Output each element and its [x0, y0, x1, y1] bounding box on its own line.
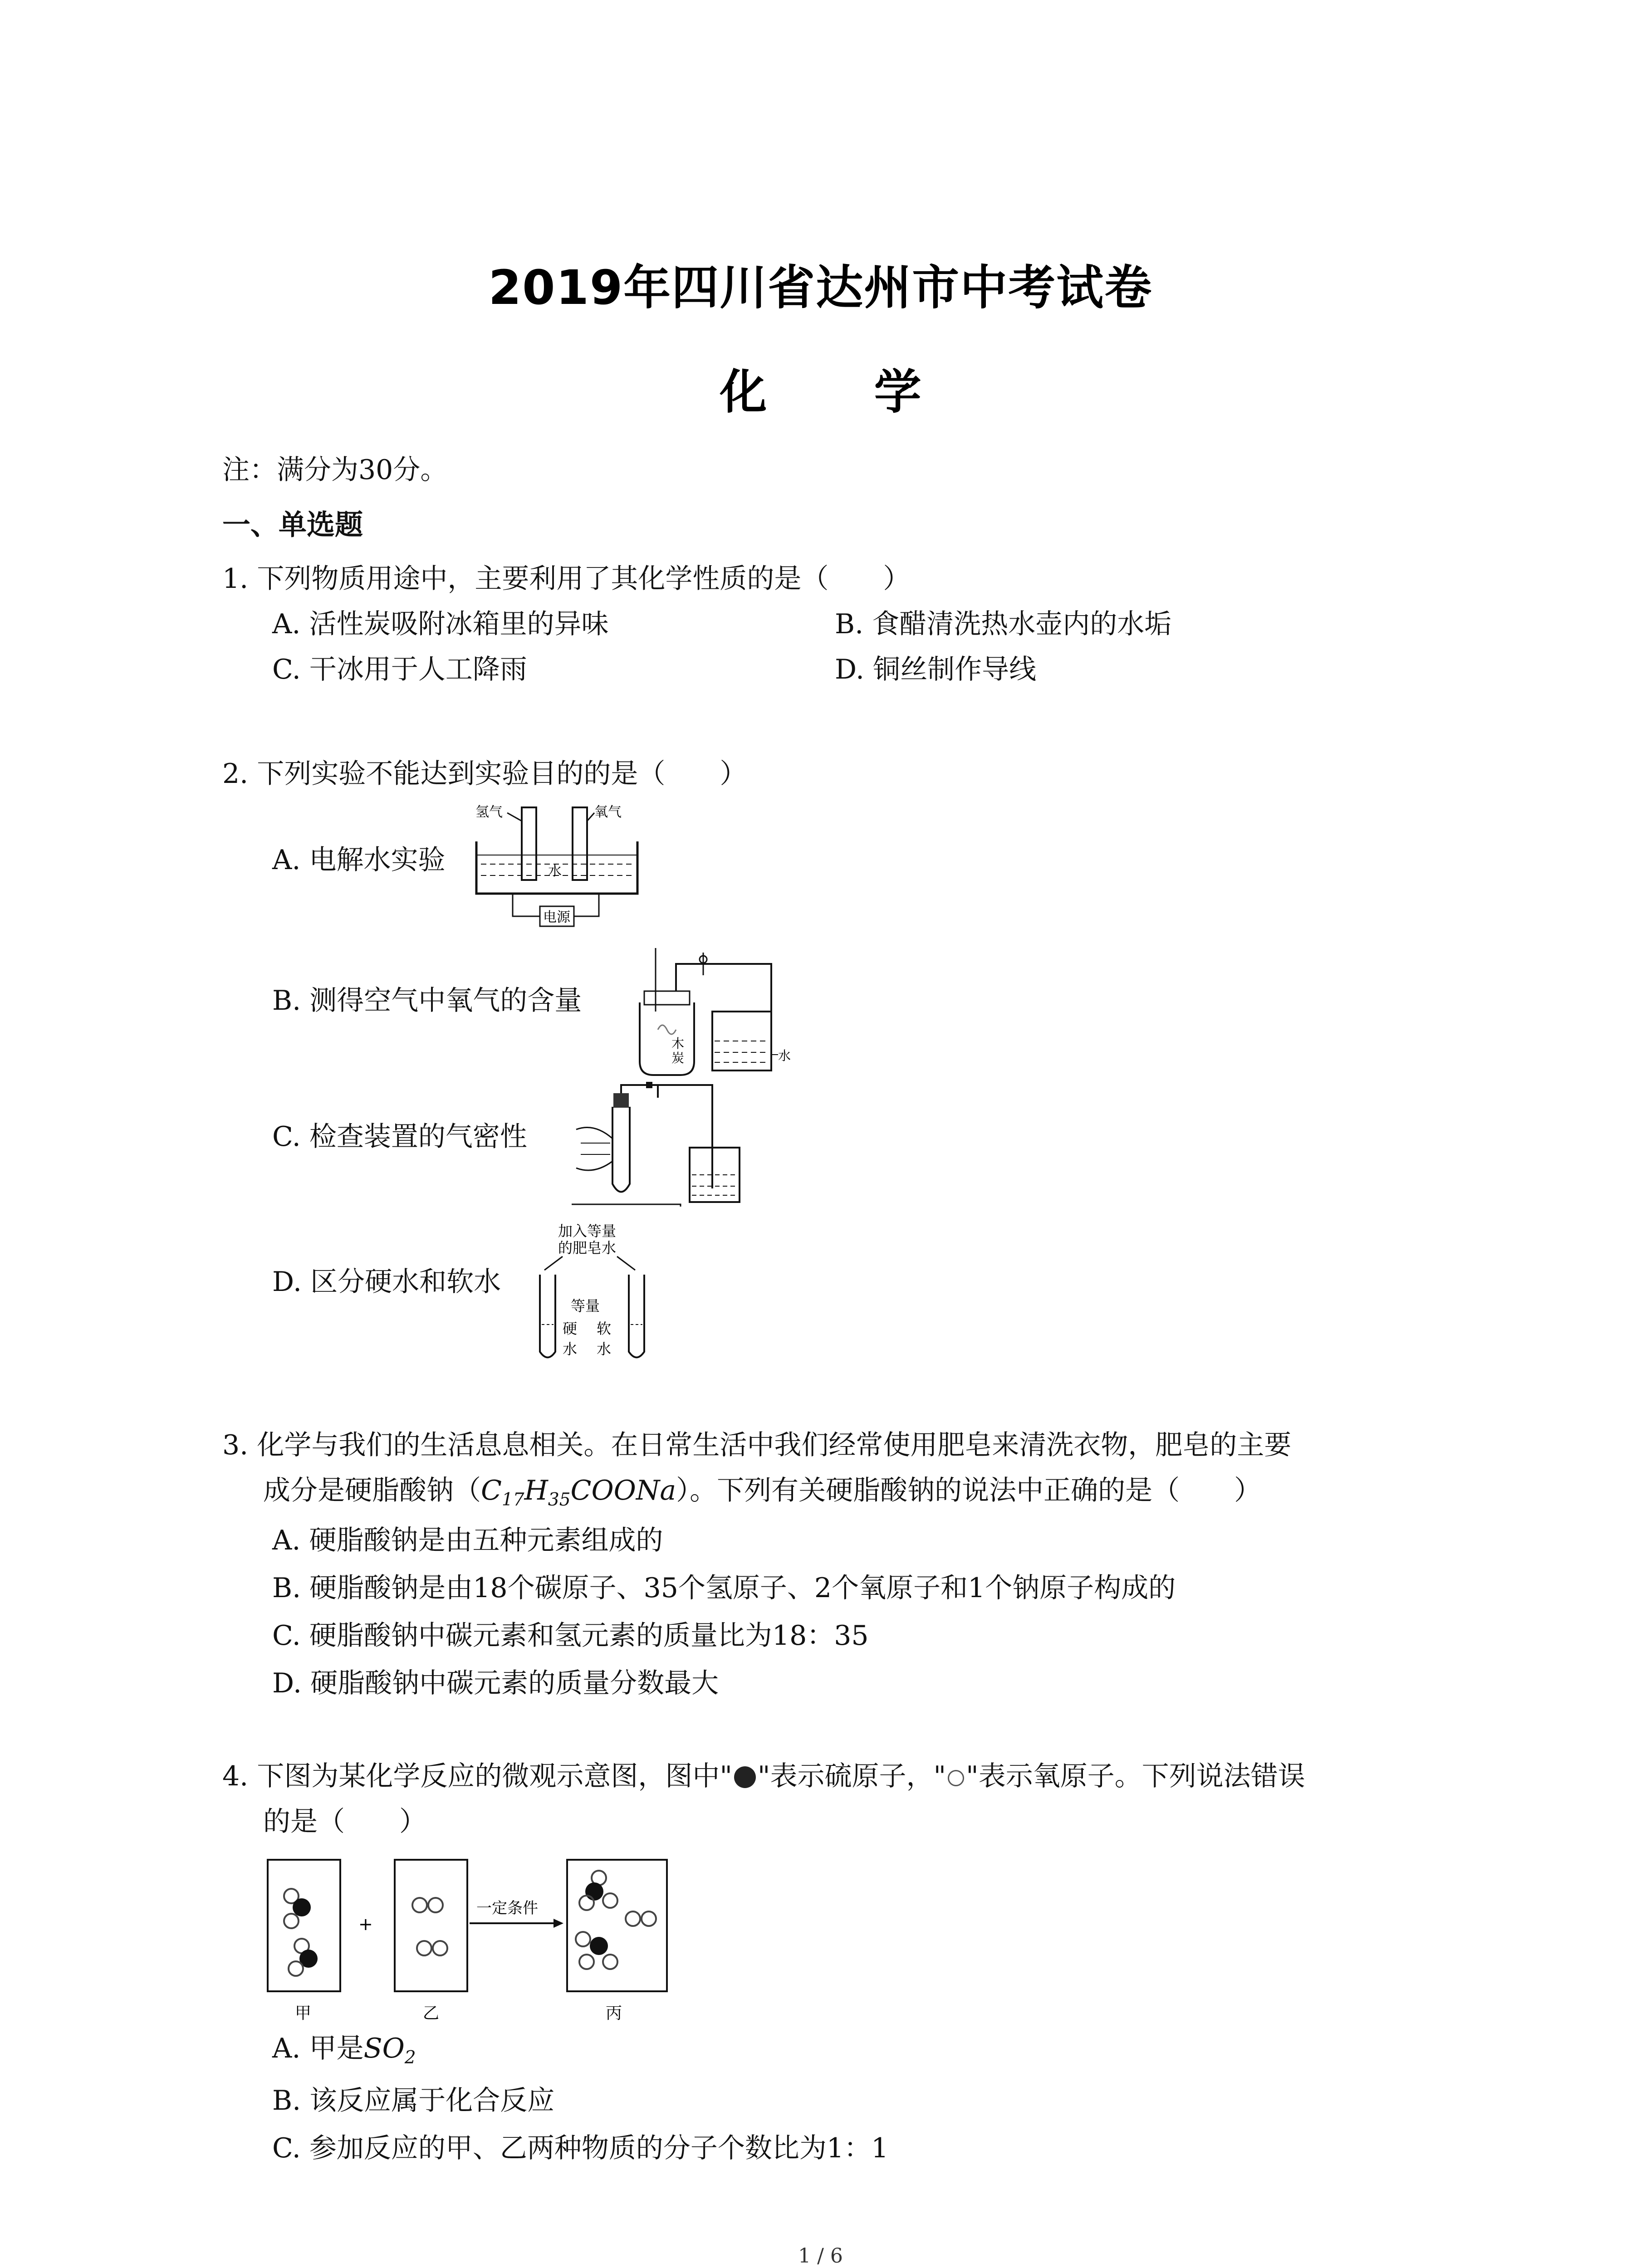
- label-yi: 乙: [423, 2004, 440, 2023]
- label-jia: 甲: [295, 2004, 312, 2023]
- equal-amount-label: 等量: [571, 1297, 600, 1315]
- page-number: 1 / 6: [798, 2244, 843, 2268]
- hard-water-label-2: 水: [563, 1340, 578, 1358]
- q3-option-d: D. 硬脂酸钠中碳元素的质量分数最大: [272, 1667, 719, 1699]
- so2-formula: [363, 2033, 416, 2068]
- water-label: 水: [778, 1048, 791, 1063]
- subject-title: 化 学: [720, 364, 967, 420]
- label-bing: 丙: [606, 2004, 622, 2023]
- q4-option-a-text: A. 甲是: [272, 2033, 364, 2064]
- q2-option-b: B. 测得空气中氧气的含量: [272, 985, 582, 1017]
- soft-water-label-2: 水: [597, 1340, 612, 1358]
- q3-stem-line2: [263, 1474, 1261, 1511]
- q2-option-c: C. 检查装置的气密性: [272, 1121, 527, 1153]
- oxygen-content-apparatus-figure: [622, 943, 794, 1081]
- hard-water-label: 硬: [563, 1320, 578, 1337]
- condition-label: 一定条件: [476, 1899, 538, 1917]
- sodium-stearate-formula: [481, 1475, 676, 1510]
- section-heading: 一、单选题: [222, 508, 363, 541]
- oxygen-atom-icon: [948, 1770, 964, 1786]
- page-title: 2019年四川省达州市中考试卷: [488, 260, 1153, 315]
- q1-stem: 1. 下列物质用途中，主要利用了其化学性质的是（ ）: [222, 563, 911, 595]
- hard-soft-water-figure: [526, 1220, 658, 1367]
- soap-label-2: 的肥皂水: [558, 1239, 617, 1256]
- q4-stem-suffix: "表示氧原子。下列说法错误: [966, 1760, 1305, 1792]
- reaction-micro-diagram: [263, 1855, 671, 2029]
- q2-stem: 2. 下列实验不能达到实验目的的是（ ）: [222, 758, 747, 790]
- formula-rest: COONa: [570, 1475, 676, 1506]
- hydrogen-label: 氢气: [475, 804, 503, 820]
- formula-so: SO: [363, 2033, 405, 2064]
- q1-option-c: C. 干冰用于人工降雨: [272, 654, 527, 685]
- q4-option-c: C. 参加反应的甲、乙两种物质的分子个数比为1：1: [272, 2132, 889, 2164]
- airtightness-check-figure: [563, 1080, 744, 1217]
- formula-so-sub: 2: [404, 2048, 416, 2068]
- score-note: 注：满分为30分。: [222, 454, 448, 486]
- oxygen-label: 氧气: [594, 804, 622, 820]
- power-label: 电源: [543, 909, 570, 925]
- q1-option-d: D. 铜丝制作导线: [835, 654, 1037, 685]
- q3-stem-prefix: 成分是硬脂酸钠（: [263, 1475, 481, 1506]
- q3-stem-suffix: ）。下列有关硬脂酸钠的说法中正确的是（ ）: [676, 1475, 1262, 1506]
- formula-c-sub: 17: [501, 1490, 524, 1510]
- q3-option-b: B. 硬脂酸钠是由18个碳原子、35个氢原子、2个氧原子和1个钠原子构成的: [272, 1572, 1176, 1604]
- q1-option-a: A. 活性炭吸附冰箱里的异味: [272, 608, 609, 640]
- q3-option-c: C. 硬脂酸钠中碳元素和氢元素的质量比为18：35: [272, 1620, 869, 1652]
- q4-stem-prefix: 4. 下图为某化学反应的微观示意图，图中": [222, 1760, 732, 1792]
- q3-option-a: A. 硬脂酸钠是由五种元素组成的: [272, 1525, 663, 1556]
- formula-c: C: [481, 1475, 502, 1506]
- q4-stem-line2: 的是（ ）: [263, 1806, 426, 1838]
- soap-label: 加入等量: [558, 1222, 617, 1240]
- q4-option-a: [272, 2032, 416, 2069]
- q4-stem-line1: [222, 1760, 1305, 1793]
- formula-h-sub: 35: [548, 1490, 571, 1510]
- q2-option-a: A. 电解水实验: [272, 844, 446, 876]
- q2-option-d: D. 区分硬水和软水: [272, 1266, 501, 1298]
- soft-water-label: 软: [597, 1320, 612, 1337]
- water-label: 水: [548, 863, 562, 879]
- q4-option-b: B. 该反应属于化合反应: [272, 2085, 555, 2116]
- charcoal-label: 木: [671, 1036, 685, 1051]
- plus-sign: +: [358, 1914, 373, 1934]
- charcoal-label-2: 炭: [671, 1051, 685, 1066]
- q4-stem-middle: "表示硫原子，": [757, 1760, 946, 1792]
- electrolysis-apparatus-figure: [467, 803, 649, 936]
- q3-stem-line1: 3. 化学与我们的生活息息相关。在日常生活中我们经常使用肥皂来清洗衣物，肥皂的主要: [222, 1429, 1292, 1461]
- sulfur-atom-icon: [734, 1766, 756, 1788]
- formula-h: H: [524, 1475, 548, 1506]
- q1-option-b: B. 食醋清洗热水壶内的水垢: [835, 608, 1172, 640]
